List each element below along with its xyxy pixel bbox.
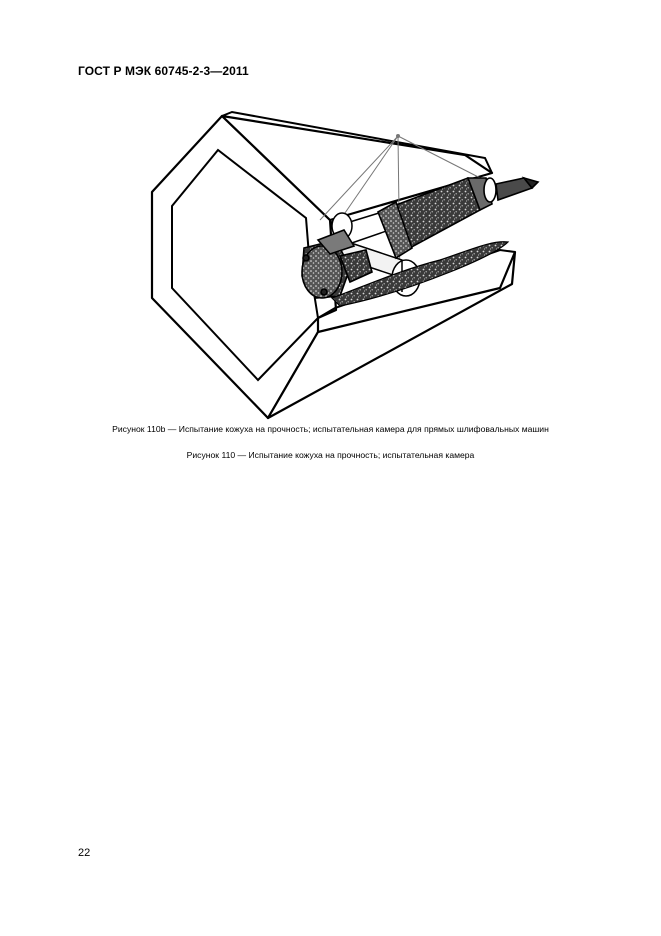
test-chamber-illustration-icon <box>140 100 550 420</box>
figure-caption-110: Рисунок 110 — Испытание кожуха на прочность; испытательная камера <box>186 450 475 460</box>
figure-caption-110b: Рисунок 110b — Испытание кожуха на прочность; испытательная камера для прямых шлифовальных машин <box>112 424 549 434</box>
document-header: ГОСТ Р МЭК 60745-2-3—2011 <box>78 64 249 78</box>
page-number: 22 <box>78 847 91 859</box>
test-chamber-figure <box>140 100 550 420</box>
